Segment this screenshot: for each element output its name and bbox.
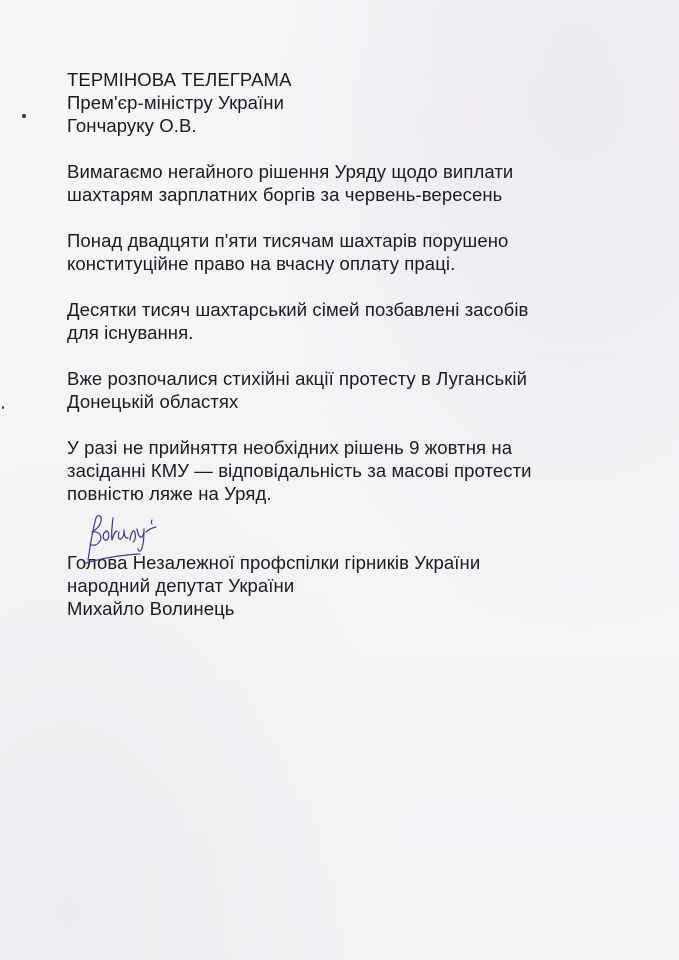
- addressee-line: Прем'єр-міністру України: [67, 92, 285, 113]
- paragraph-line: У разі не прийняття необхідних рішень 9 жовтня на: [67, 437, 513, 458]
- addressee-name: Гончаруку О.В.: [67, 115, 197, 136]
- paragraph-line: повністю ляже на Уряд.: [67, 483, 272, 504]
- paragraph-line: для існування.: [67, 322, 194, 343]
- signatory-position: народний депутат України: [67, 575, 295, 596]
- telegram-title: ТЕРМІНОВА ТЕЛЕГРАМА: [67, 69, 292, 90]
- paragraph-line: Десятки тисяч шахтарський сімей позбавлені засобів: [67, 299, 529, 320]
- paragraph-line: Донецькій областях: [67, 391, 239, 412]
- stray-mark: [2, 406, 4, 409]
- paragraph-line: Понад двадцяти п'яти тисячам шахтарів порушено: [67, 230, 509, 251]
- paragraph-families: [67, 298, 627, 344]
- stray-mark: [22, 114, 26, 118]
- paragraph-line: засіданні КМУ — відповідальність за масові протести: [67, 460, 532, 481]
- signatory-name: Михайло Волинець: [67, 598, 235, 619]
- paragraph-line: Вже розпочалися стихійні акції протесту в Луганській: [67, 368, 528, 389]
- paragraph-line: шахтарям зарплатних боргів за червень-вересень: [67, 184, 503, 205]
- paragraph-protests: [67, 367, 627, 413]
- handwritten-signature: [82, 510, 164, 568]
- paragraph-warning: [67, 436, 627, 505]
- paragraph-rights: [67, 229, 627, 275]
- paragraph-line: конституційне право на вчасну оплату праці.: [67, 253, 456, 274]
- paragraph-demand: [67, 160, 627, 206]
- signatory-title: Голова Незалежної профспілки гірників України: [67, 552, 481, 573]
- paragraph-line: Вимагаємо негайного рішення Уряду щодо виплати: [67, 161, 514, 182]
